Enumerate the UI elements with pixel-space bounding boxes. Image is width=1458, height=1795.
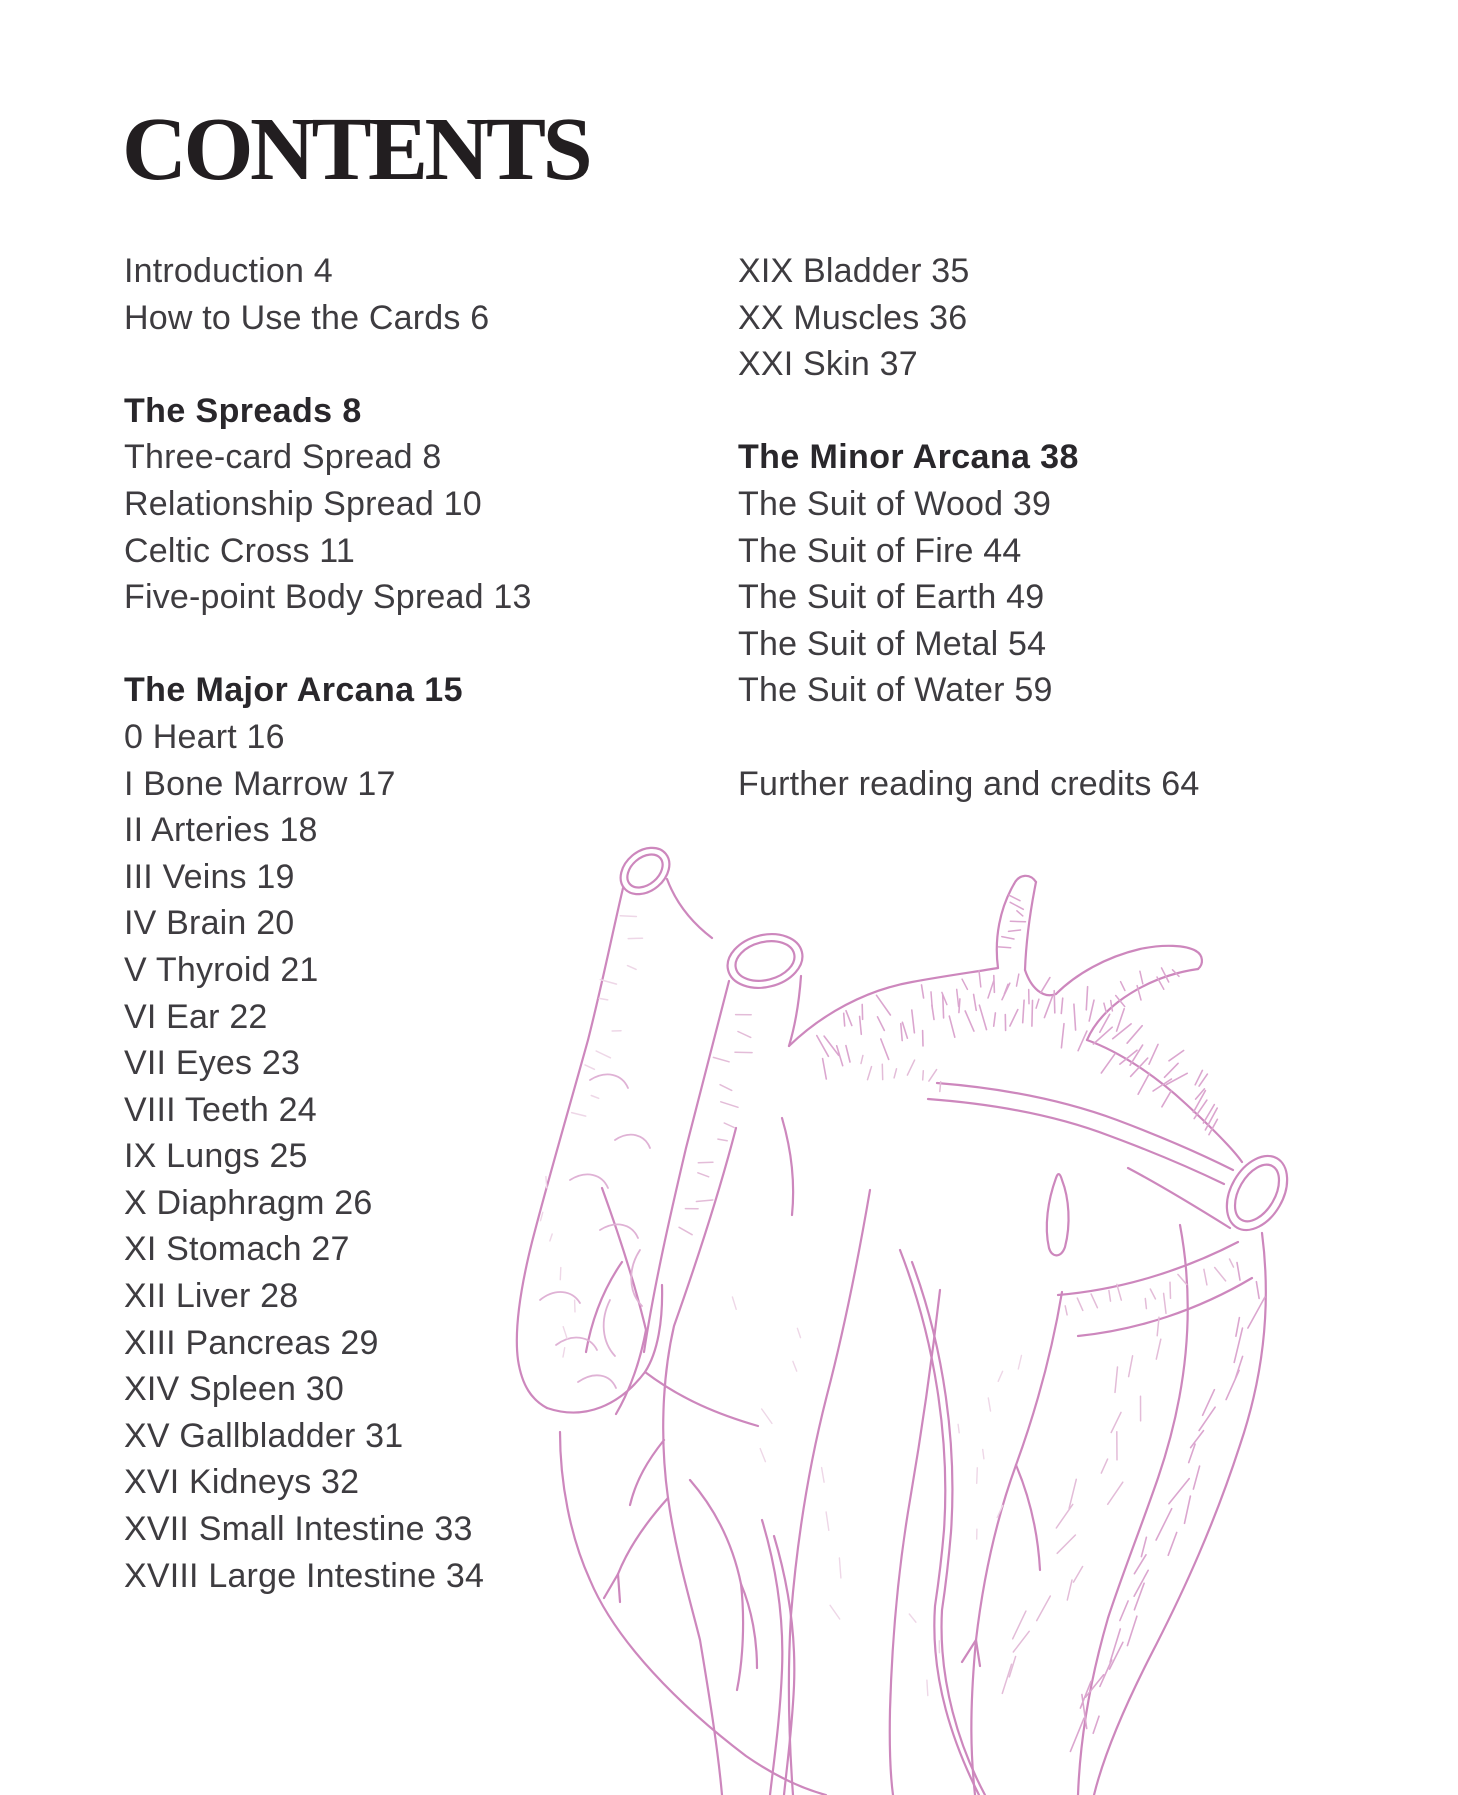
toc-entry: XII Liver 28 xyxy=(124,1277,299,1316)
page-title: CONTENTS xyxy=(122,100,590,199)
toc-entry: XVI Kidneys 32 xyxy=(124,1463,360,1502)
toc-entry: IX Lungs 25 xyxy=(124,1137,308,1176)
toc-entry: 0 Heart 16 xyxy=(124,717,285,756)
toc-entry: XI Stomach 27 xyxy=(124,1230,350,1269)
toc-column-left xyxy=(124,248,724,1599)
toc-spacer xyxy=(738,714,1378,761)
toc-entry: X Diaphragm 26 xyxy=(124,1183,373,1222)
toc-entry: XV Gallbladder 31 xyxy=(124,1416,404,1455)
toc-section-heading: The Minor Arcana 38 xyxy=(738,438,1079,477)
toc-entry: VI Ear 22 xyxy=(124,997,268,1036)
toc-entry: I Bone Marrow 17 xyxy=(124,764,396,803)
toc-entry: Further reading and credits 64 xyxy=(738,764,1200,803)
toc-entry: XVII Small Intestine 33 xyxy=(124,1510,473,1549)
toc-entry: The Suit of Wood 39 xyxy=(738,484,1052,523)
toc-entry: The Suit of Fire 44 xyxy=(738,531,1022,570)
toc-entry: The Suit of Metal 54 xyxy=(738,624,1047,663)
toc-entry: IV Brain 20 xyxy=(124,904,295,943)
toc-entry: V Thyroid 21 xyxy=(124,950,319,989)
toc-entry: XIV Spleen 30 xyxy=(124,1370,344,1409)
toc-entry: Five-point Body Spread 13 xyxy=(124,578,532,617)
toc-entry: XIII Pancreas 29 xyxy=(124,1323,379,1362)
toc-entry: Relationship Spread 10 xyxy=(124,484,482,523)
toc-entry: III Veins 19 xyxy=(124,857,295,896)
toc-entry: XVIII Large Intestine 34 xyxy=(124,1556,485,1595)
toc-entry: Introduction 4 xyxy=(124,252,333,290)
toc-section-heading: The Spreads 8 xyxy=(124,391,362,430)
toc-entry: XX Muscles 36 xyxy=(738,298,968,337)
toc-entry: II Arteries 18 xyxy=(124,811,318,850)
toc-entry: VIII Teeth 24 xyxy=(124,1090,317,1129)
toc-spacer xyxy=(738,388,1378,435)
toc-section-heading: The Major Arcana 15 xyxy=(124,671,463,710)
toc-entry: The Suit of Water 59 xyxy=(738,671,1053,710)
toc-entry: Three-card Spread 8 xyxy=(124,438,442,477)
toc-column-right xyxy=(738,248,1378,807)
toc-spacer xyxy=(124,621,724,668)
toc-entry: XIX Bladder 35 xyxy=(738,252,970,290)
toc-entry: How to Use the Cards 6 xyxy=(124,298,490,337)
toc-entry: The Suit of Earth 49 xyxy=(738,578,1045,617)
toc-spacer xyxy=(124,341,724,388)
toc-entry: Celtic Cross 11 xyxy=(124,531,355,570)
toc-entry: XXI Skin 37 xyxy=(738,345,918,384)
toc-entry: VII Eyes 23 xyxy=(124,1044,301,1083)
